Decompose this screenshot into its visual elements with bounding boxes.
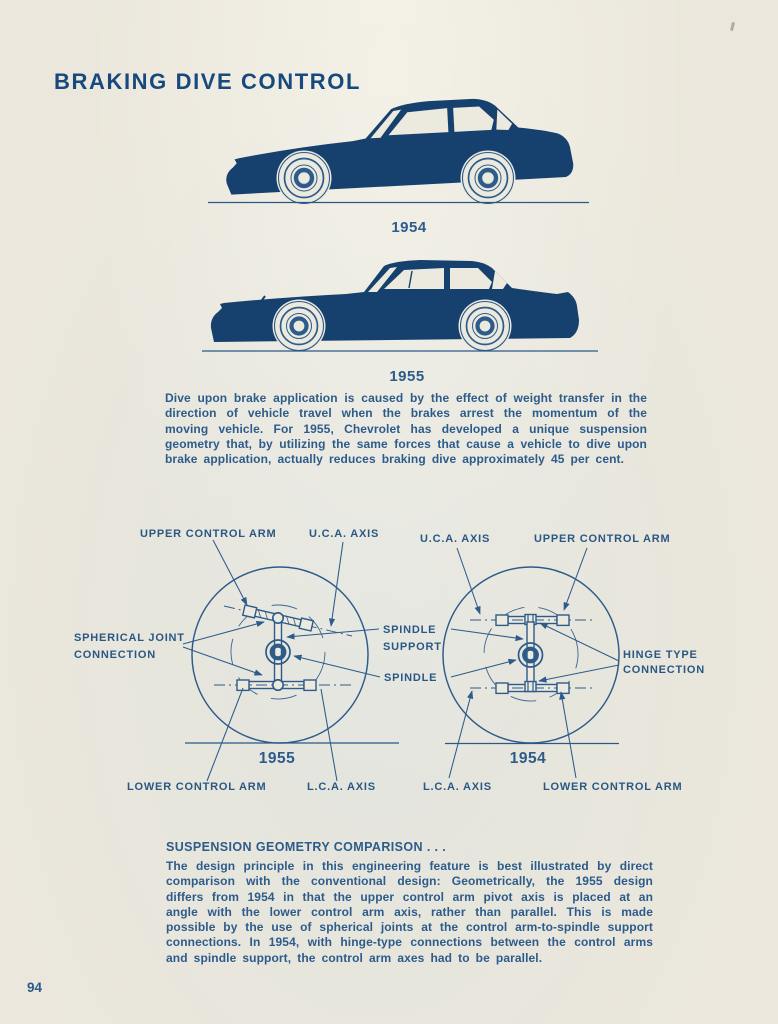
page-number: 94 xyxy=(27,980,43,995)
label-lower-control-arm-left: LOWER CONTROL ARM xyxy=(127,781,267,793)
car-1955-illustration xyxy=(198,250,602,356)
label-upper-control-arm-left: UPPER CONTROL ARM xyxy=(140,528,277,540)
diagram-year-1955: 1955 xyxy=(258,750,296,767)
label-upper-control-arm-right: UPPER CONTROL ARM xyxy=(534,533,671,545)
upper-spherical-joint xyxy=(273,613,283,623)
car-1955-front-wheel xyxy=(273,300,326,353)
car-1954-year-label: 1954 xyxy=(391,219,427,236)
lower-hinge-connection xyxy=(525,682,536,692)
label-spindle: SPINDLE xyxy=(384,672,438,684)
car-1954-front-wheel xyxy=(277,151,332,206)
label-spherical-joint-2: CONNECTION xyxy=(74,649,156,661)
scan-artifact xyxy=(730,22,735,31)
diagram-year-1954: 1954 xyxy=(509,750,547,767)
label-uca-axis-left: U.C.A. AXIS xyxy=(309,528,380,540)
label-spindle-support-1: SPINDLE xyxy=(383,624,437,636)
car-1954-illustration xyxy=(205,88,595,208)
leader-lines xyxy=(183,540,619,781)
comparison-paragraph: The design principle in this engineering feature is best illustrated by direct comparison with the conventional design: Geometrically, the 1955 design differs from 1954 in that the upper control arm pivot axis is placed at an angle with the lower control arm axis, rather than parallel. This is made possible by the use of spherical joints at the control arm-to-spindle support connections. In 1954, with hinge-type connections between the control arms and spindle support, the control arm axes had to be parallel. xyxy=(166,859,653,965)
label-hinge-type-1: HINGE TYPE xyxy=(623,649,698,661)
wheel-diagram-1954 xyxy=(443,567,619,744)
spindle-support-1955 xyxy=(275,618,282,685)
diagram-labels xyxy=(74,528,705,793)
spindle-support-1954 xyxy=(527,622,534,686)
intro-paragraph: Dive upon brake application is caused by the effect of weight transfer in the direction of vehicle travel when the brakes arrest the momentum of the moving vehicle. For 1955, Chevrolet has developed a unique suspension geometry that, by utilizing the same forces that cause a vehicle to dive upon brake application, actually reduces braking dive approximately 45 per cent. xyxy=(165,391,647,467)
suspension-geometry-diagram xyxy=(0,515,778,815)
car-1955-body xyxy=(211,260,579,342)
car-1954-rear-wheel xyxy=(461,151,516,206)
wheel-diagram-1955 xyxy=(185,567,399,743)
label-lca-axis-right: L.C.A. AXIS xyxy=(423,781,492,793)
label-spherical-joint-1: SPHERICAL JOINT xyxy=(74,632,185,644)
label-uca-axis-right: U.C.A. AXIS xyxy=(420,533,491,545)
car-1955-year-label: 1955 xyxy=(389,368,425,385)
car-1955-rear-wheel xyxy=(459,300,512,353)
page-title: BRAKING DIVE CONTROL xyxy=(54,68,361,94)
label-spindle-support-2: SUPPORT xyxy=(383,641,442,653)
label-lca-axis-left: L.C.A. AXIS xyxy=(307,781,376,793)
label-lower-control-arm-right: LOWER CONTROL ARM xyxy=(543,781,683,793)
car-1954-body xyxy=(223,94,574,195)
comparison-heading: SUSPENSION GEOMETRY COMPARISON . . . xyxy=(166,840,447,854)
label-hinge-type-2: CONNECTION xyxy=(623,664,705,676)
